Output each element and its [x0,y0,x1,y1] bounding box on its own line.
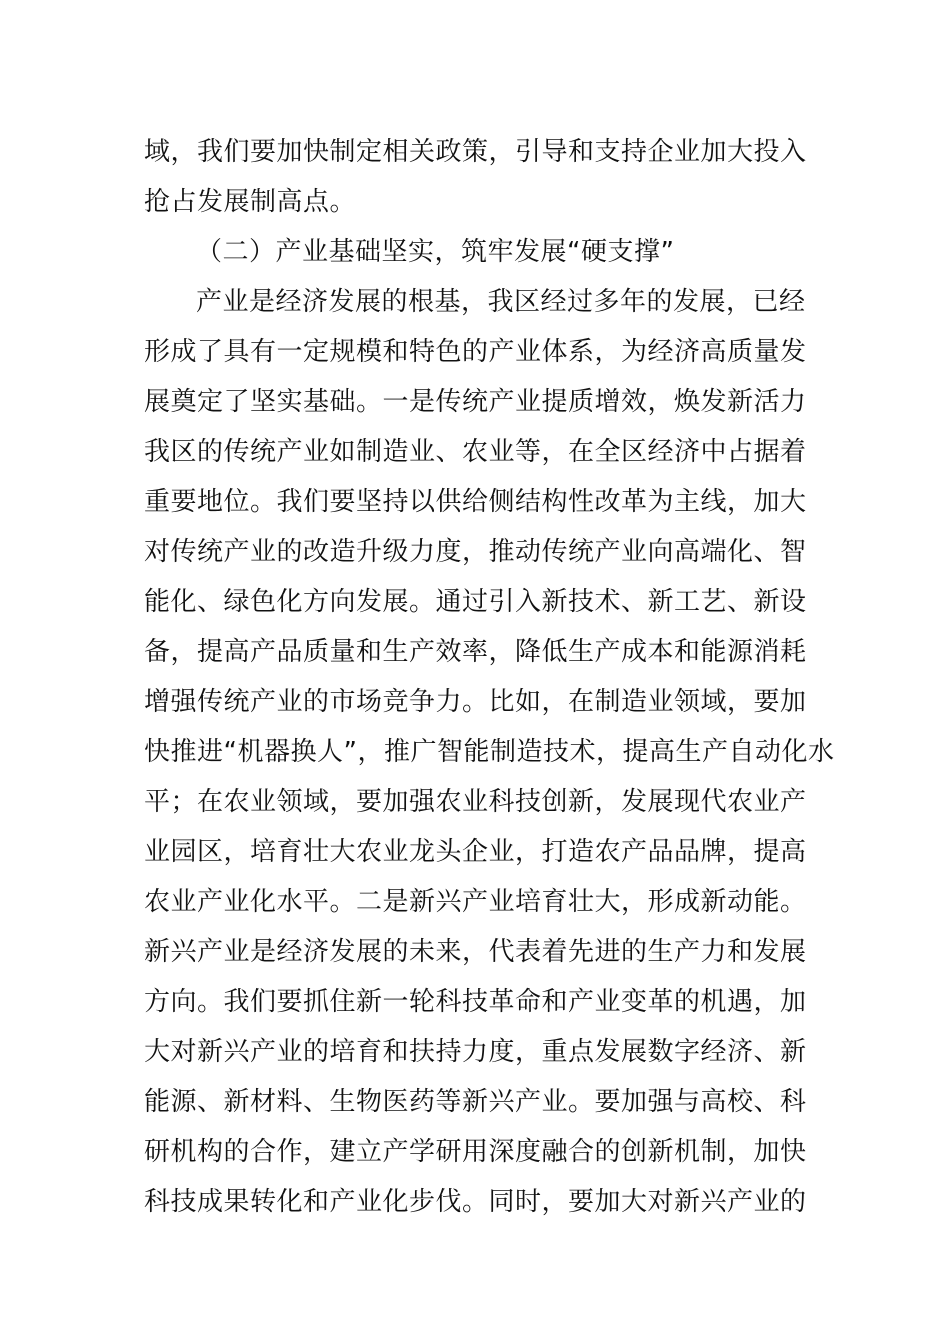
text-line: 科技成果转化和产业化步伐。同时，要加大对新兴产业的 [144,1187,807,1217]
text-line: 能源、新材料、生物医药等新兴产业。要加强与高校、科 [144,1087,807,1117]
text-line: 大对新兴产业的培育和扶持力度，重点发展数字经济、新 [144,1037,807,1067]
text-line: 形成了具有一定规模和特色的产业体系，为经济高质量发 [144,337,807,367]
text-line: 域，我们要加快制定相关政策，引导和支持企业加大投入 [144,137,807,167]
text-line: 备，提高产品质量和生产效率，降低生产成本和能源消耗 [144,637,807,667]
text-line: 平；在农业领域，要加强农业科技创新，发展现代农业产 [144,787,807,817]
paragraph-first-line: 产业是经济发展的根基，我区经过多年的发展，已经 [196,287,806,317]
text-line: 对传统产业的改造升级力度，推动传统产业向高端化、智 [144,537,807,567]
text-line: 增强传统产业的市场竞争力。比如，在制造业领域，要加 [144,687,807,717]
text-line: 抢占发展制高点。 [144,187,357,217]
text-line: 农业产业化水平。二是新兴产业培育壮大，形成新动能。 [144,887,807,917]
text-line: 重要地位。我们要坚持以供给侧结构性改革为主线，加大 [144,487,807,517]
text-line: 业园区，培育壮大农业龙头企业，打造农产品品牌，提高 [144,837,807,867]
text-line: 方向。我们要抓住新一轮科技革命和产业变革的机遇，加 [144,987,807,1017]
text-line: 展奠定了坚实基础。一是传统产业提质增效，焕发新活力 [144,387,807,417]
section-heading: （二）产业基础坚实，筑牢发展“硬支撑” [196,237,675,267]
text-line: 新兴产业是经济发展的未来，代表着先进的生产力和发展 [144,937,807,967]
text-line: 我区的传统产业如制造业、农业等，在全区经济中占据着 [144,437,807,467]
text-line: 研机构的合作，建立产学研用深度融合的创新机制，加快 [144,1137,807,1167]
text-line: 快推进“机器换人”，推广智能制造技术，提高生产自动化水 [144,737,835,767]
text-line: 能化、绿色化方向发展。通过引入新技术、新工艺、新设 [144,587,807,617]
